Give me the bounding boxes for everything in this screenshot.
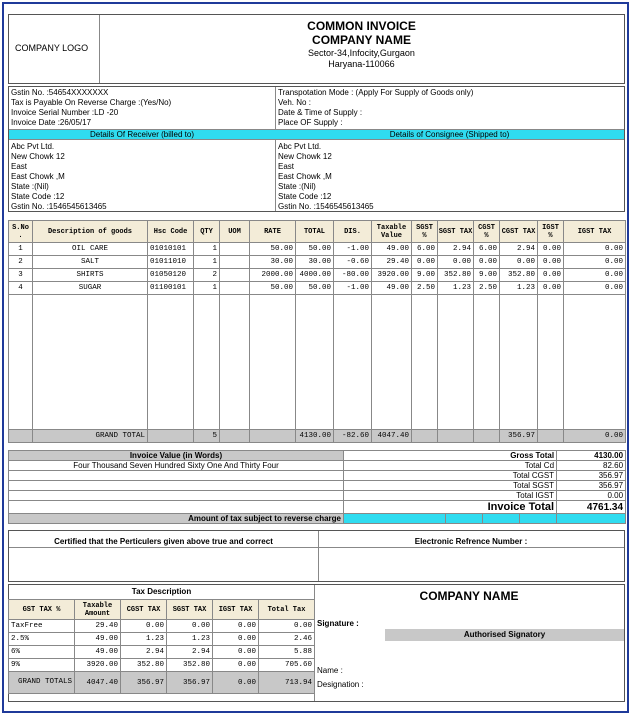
cell — [9, 430, 33, 443]
cell: 9.00 — [412, 269, 438, 282]
cell: 352.80 — [121, 659, 167, 672]
cell: 2.50 — [474, 282, 500, 295]
cell: 0.00 — [474, 256, 500, 269]
total-value: 356.97 — [557, 481, 626, 491]
total-label: Total CGST — [344, 471, 557, 481]
cell: 2 — [194, 269, 220, 282]
cell: 1.23 — [500, 282, 538, 295]
col-header: SGST TAX — [438, 221, 474, 243]
cell: -82.60 — [334, 430, 372, 443]
invoice-serial: Invoice Serial Number :LD -20 — [11, 108, 119, 117]
cell: 9.00 — [474, 269, 500, 282]
cell: 356.97 — [121, 672, 167, 694]
cell: 0.00 — [538, 243, 564, 256]
col-header: IGST TAX — [213, 600, 259, 620]
receiver-line: East Chowk ,M — [11, 172, 65, 181]
table-row — [9, 282, 626, 295]
signature-label: Signature : — [317, 619, 359, 628]
cell: 5 — [194, 430, 220, 443]
words-heading: Invoice Value (in Words) — [9, 451, 344, 461]
cell — [438, 430, 474, 443]
consignee-heading: Details of Consignee (Shipped to) — [389, 130, 510, 139]
receiver-line: Gstin No. :1546545613465 — [11, 202, 107, 211]
col-header: Total Tax — [259, 600, 315, 620]
cell: 01100101 — [148, 282, 194, 295]
cell: 6% — [9, 646, 75, 659]
cell: 0.00 — [500, 256, 538, 269]
cell: 0.00 — [259, 620, 315, 633]
cell: 49.00 — [75, 633, 121, 646]
supply-datetime: Date & Time of Supply : — [278, 108, 363, 117]
cell: 6.00 — [412, 243, 438, 256]
items-table — [8, 220, 626, 443]
cell: 50.00 — [250, 282, 296, 295]
cell: 0.00 — [538, 256, 564, 269]
cell: 4130.00 — [296, 430, 334, 443]
e-reference-label: Electronic Refrence Number : — [414, 537, 528, 546]
cell: 0.00 — [213, 672, 259, 694]
col-header: TOTAL — [296, 221, 334, 243]
col-header: Hsc Code — [148, 221, 194, 243]
cell: 0.00 — [564, 256, 626, 269]
cell: 01010101 — [148, 243, 194, 256]
total-label: Total IGST — [344, 491, 557, 501]
cell: 4 — [9, 282, 33, 295]
cell: 49.00 — [372, 282, 412, 295]
cell: 352.80 — [167, 659, 213, 672]
col-header: Taxable Value — [372, 221, 412, 243]
cell: 1 — [9, 243, 33, 256]
cell: 2.50 — [412, 282, 438, 295]
cell: 0.00 — [167, 620, 213, 633]
cell: 1.23 — [438, 282, 474, 295]
cell: 50.00 — [296, 243, 334, 256]
cell: 0.00 — [438, 256, 474, 269]
cell: 49.00 — [372, 243, 412, 256]
cell: -80.00 — [334, 269, 372, 282]
reverse-charge-label: Amount of tax subject to reverse charge — [9, 514, 344, 524]
table-row — [9, 659, 315, 672]
table-row — [9, 269, 626, 282]
cell: 29.40 — [372, 256, 412, 269]
col-header: CGST TAX — [500, 221, 538, 243]
cell: 3 — [9, 269, 33, 282]
cell: 49.00 — [75, 646, 121, 659]
cell — [412, 430, 438, 443]
transport-mode: Transpotation Mode : (Apply For Supply of Goods only) — [278, 88, 474, 97]
authorised-signatory: Authorised Signatory — [463, 630, 546, 639]
cell: 5.88 — [259, 646, 315, 659]
cell — [474, 430, 500, 443]
name-label: Name : — [317, 666, 343, 675]
cell: 1.23 — [167, 633, 213, 646]
total-label: Total SGST — [344, 481, 557, 491]
cell: TaxFree — [9, 620, 75, 633]
consignee-line: New Chowk 12 — [278, 152, 332, 161]
table-row — [9, 620, 315, 633]
cell — [148, 430, 194, 443]
consignee-line: State Code :12 — [278, 192, 332, 201]
cell: 4000.00 — [296, 269, 334, 282]
receiver-line: State :(Nil) — [11, 182, 49, 191]
cell: 0.00 — [412, 256, 438, 269]
cell: 0.00 — [213, 620, 259, 633]
cell: 3920.00 — [372, 269, 412, 282]
cell: 1 — [194, 282, 220, 295]
col-header: GST TAX % — [9, 600, 75, 620]
cell: 3920.00 — [75, 659, 121, 672]
table-row — [9, 243, 626, 256]
cell: 50.00 — [296, 282, 334, 295]
cell — [220, 282, 250, 295]
col-header: IGST % — [538, 221, 564, 243]
cell: 1 — [194, 256, 220, 269]
cell: 4047.40 — [372, 430, 412, 443]
cell: 0.00 — [564, 269, 626, 282]
cell: 30.00 — [296, 256, 334, 269]
company-name: COMPANY NAME — [312, 33, 411, 47]
cell: 0.00 — [538, 269, 564, 282]
invoice-date: Invoice Date :26/05/17 — [11, 118, 92, 127]
cell: 2 — [9, 256, 33, 269]
consignee-line: Gstin No. :1546545613465 — [278, 202, 374, 211]
cell: 352.80 — [438, 269, 474, 282]
designation-label: Designation : — [317, 680, 364, 689]
cell: 0.00 — [538, 282, 564, 295]
total-label: Gross Total — [344, 451, 557, 461]
cell: 705.60 — [259, 659, 315, 672]
cell: 6.00 — [474, 243, 500, 256]
party-details — [8, 86, 625, 212]
gstin-no: Gstin No. :54654XXXXXXX — [11, 88, 109, 97]
table-row — [9, 646, 315, 659]
cell: 2.94 — [500, 243, 538, 256]
cell: 356.97 — [500, 430, 538, 443]
cell: 01011010 — [148, 256, 194, 269]
total-value: 82.60 — [557, 461, 626, 471]
company-address-2: Haryana-110066 — [328, 59, 395, 69]
company-address-1: Sector-34,Infocity,Gurgaon — [308, 48, 415, 58]
table-row — [9, 256, 626, 269]
cell: 2.94 — [167, 646, 213, 659]
items-header-row — [9, 221, 626, 243]
cell: GRAND TOTAL — [33, 430, 148, 443]
company-logo: COMPANY LOGO — [15, 43, 89, 53]
consignee-line: Abc Pvt Ltd. — [278, 142, 322, 151]
cell: 352.80 — [500, 269, 538, 282]
cell: 1.23 — [121, 633, 167, 646]
receiver-line: State Code :12 — [11, 192, 65, 201]
cell — [220, 256, 250, 269]
cell: 2000.00 — [250, 269, 296, 282]
cell: 0.00 — [564, 430, 626, 443]
cell: -0.60 — [334, 256, 372, 269]
place-of-supply: Place OF Supply : — [278, 118, 343, 127]
tax-grand-total-row — [9, 672, 315, 694]
total-value: 4130.00 — [557, 451, 626, 461]
summary-table — [8, 450, 626, 524]
invoice-total-value: 4761.34 — [557, 501, 626, 514]
receiver-line: East — [11, 162, 28, 171]
col-header: CGST % — [474, 221, 500, 243]
cell — [220, 243, 250, 256]
cell: 9% — [9, 659, 75, 672]
cell: 50.00 — [250, 243, 296, 256]
cell: 2.94 — [438, 243, 474, 256]
cell: 2.5% — [9, 633, 75, 646]
cell: 0.00 — [213, 633, 259, 646]
cell: GRAND TOTALS — [9, 672, 75, 694]
cell: 01050120 — [148, 269, 194, 282]
cell — [220, 269, 250, 282]
consignee-line: East — [278, 162, 295, 171]
consignee-line: East Chowk ,M — [278, 172, 332, 181]
cell: SHIRTS — [33, 269, 148, 282]
vehicle-no: Veh. No : — [278, 98, 311, 107]
tax-description-heading: Tax Description — [131, 587, 192, 596]
cell: -1.00 — [334, 282, 372, 295]
cell: 2.94 — [121, 646, 167, 659]
cell: 0.00 — [564, 243, 626, 256]
col-header: Taxable Amount — [75, 600, 121, 620]
total-value: 356.97 — [557, 471, 626, 481]
cell: 30.00 — [250, 256, 296, 269]
total-label: Total Cd — [344, 461, 557, 471]
col-header: RATE — [250, 221, 296, 243]
cell: 0.00 — [564, 282, 626, 295]
invoice-header — [8, 14, 625, 84]
sign-company-name: COMPANY NAME — [419, 589, 519, 603]
cell: 713.94 — [259, 672, 315, 694]
cell: SALT — [33, 256, 148, 269]
col-header: SGST TAX — [167, 600, 213, 620]
cell: OIL CARE — [33, 243, 148, 256]
cell: 4047.40 — [75, 672, 121, 694]
consignee-line: State :(Nil) — [278, 182, 316, 191]
tax-description-table — [8, 599, 315, 694]
col-header: Description of goods — [33, 221, 148, 243]
table-row — [9, 633, 315, 646]
invoice-total-label: Invoice Total — [344, 501, 557, 514]
col-header: QTY — [194, 221, 220, 243]
cell: 1 — [194, 243, 220, 256]
cell: 356.97 — [167, 672, 213, 694]
reverse-charge: Tax is Payable On Reverse Charge :(Yes/No) — [11, 98, 172, 107]
cell: 0.00 — [213, 659, 259, 672]
col-header: S.No . — [9, 221, 33, 243]
col-header: DIS. — [334, 221, 372, 243]
receiver-line: Abc Pvt Ltd. — [11, 142, 55, 151]
amount-in-words: Four Thousand Seven Hundred Sixty One And Thirty Four — [9, 461, 344, 471]
certified-text: Certified that the Perticulers given above true and correct — [54, 537, 273, 546]
cell: SUGAR — [33, 282, 148, 295]
grand-total-row — [9, 430, 626, 443]
cell — [250, 430, 296, 443]
receiver-heading: Details Of Receiver (billed to) — [89, 130, 195, 139]
col-header: IGST TAX — [564, 221, 626, 243]
invoice-title: COMMON INVOICE — [307, 19, 416, 33]
cell: 29.40 — [75, 620, 121, 633]
certification-block — [8, 530, 625, 582]
col-header: CGST TAX — [121, 600, 167, 620]
cell: -1.00 — [334, 243, 372, 256]
cell: 0.00 — [121, 620, 167, 633]
total-value: 0.00 — [557, 491, 626, 501]
cell: 2.46 — [259, 633, 315, 646]
receiver-line: New Chowk 12 — [11, 152, 65, 161]
table-filler-row — [9, 295, 626, 430]
cell — [538, 430, 564, 443]
col-header: SGST % — [412, 221, 438, 243]
col-header: UOM — [220, 221, 250, 243]
footer-block — [8, 584, 625, 702]
invoice-page — [2, 2, 629, 713]
cell — [220, 430, 250, 443]
cell: 0.00 — [213, 646, 259, 659]
